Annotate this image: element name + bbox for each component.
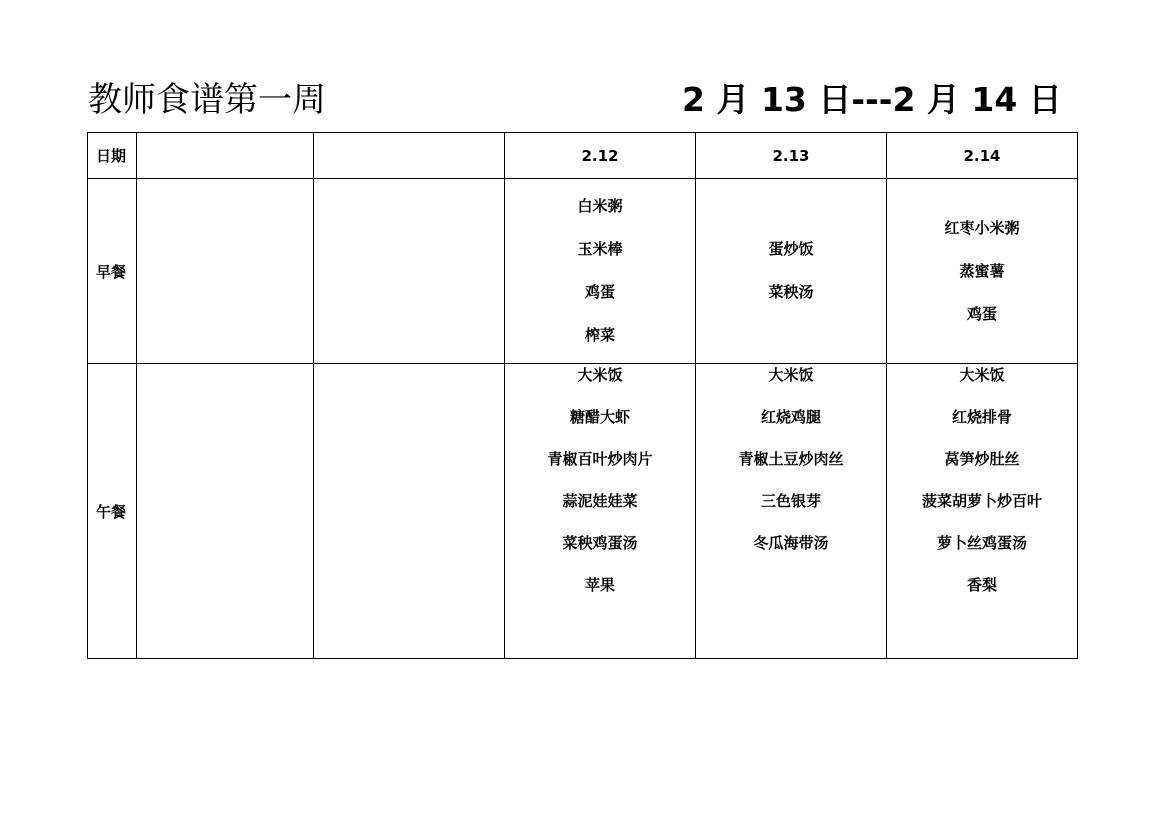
dish-item: 鸡蛋 [966,304,997,323]
dish-item: 菠菜胡萝卜炒百叶 [921,492,1042,510]
dish-list [505,185,695,357]
lunch-row [88,364,1078,659]
dish-item: 大米饭 [768,366,814,384]
meal-cell [696,364,887,659]
dish-item: 榨菜 [584,326,615,344]
dish-list [696,354,886,564]
page-title: 教师食谱第一周 [88,80,326,120]
breakfast-row [88,179,1078,364]
dish-list [696,228,886,314]
meal-cell [887,364,1078,659]
date-label: 日期 [88,133,137,179]
dish-item: 红烧排骨 [951,408,1012,426]
dish-item: 蛋炒饭 [768,240,814,258]
meal-cell [137,364,314,659]
dish-list [505,354,695,606]
meal-cell [314,364,505,659]
dish-item: 蒸蜜薯 [959,261,1005,280]
dish-item: 菜秧鸡蛋汤 [562,534,638,552]
dish-item: 青椒百叶炒肉片 [547,450,653,468]
dish-item: 蒜泥娃娃菜 [562,492,638,510]
dish-item: 糖醋大虾 [569,408,630,426]
dish-item: 玉米棒 [577,240,623,258]
dish-item: 大米饭 [577,366,623,384]
table-header-row [88,133,1078,179]
date-cell [314,133,505,179]
meal-cell [137,179,314,364]
dish-item: 白米粥 [577,197,623,215]
dish-item: 菜秧汤 [768,283,814,301]
date-cell: 2.14 [887,133,1078,179]
menu-table [87,132,1078,659]
meal-cell [505,364,696,659]
dish-item: 苹果 [584,576,615,594]
meal-cell [505,179,696,364]
meal-cell [696,179,887,364]
date-cell: 2.13 [696,133,887,179]
dish-item: 青椒土豆炒肉丝 [738,450,844,468]
dish-item: 三色银芽 [760,492,821,510]
date-cell [137,133,314,179]
dish-item: 香梨 [966,576,997,594]
dish-item: 冬瓜海带汤 [753,534,829,552]
dish-list [887,207,1077,336]
date-range: 2 月 13 日---2 月 14 日 [682,80,1062,119]
dish-item: 红烧鸡腿 [760,408,821,426]
dish-item: 鸡蛋 [584,283,615,301]
lunch-label: 午餐 [88,364,137,659]
date-cell: 2.12 [505,133,696,179]
dish-list [887,354,1077,606]
dish-item: 大米饭 [959,366,1005,384]
dish-item: 萝卜丝鸡蛋汤 [936,534,1027,552]
dish-item: 红枣小米粥 [944,218,1020,237]
breakfast-label: 早餐 [88,179,137,364]
dish-item: 莴笋炒肚丝 [944,450,1020,468]
meal-cell [314,179,505,364]
meal-cell [887,179,1078,364]
